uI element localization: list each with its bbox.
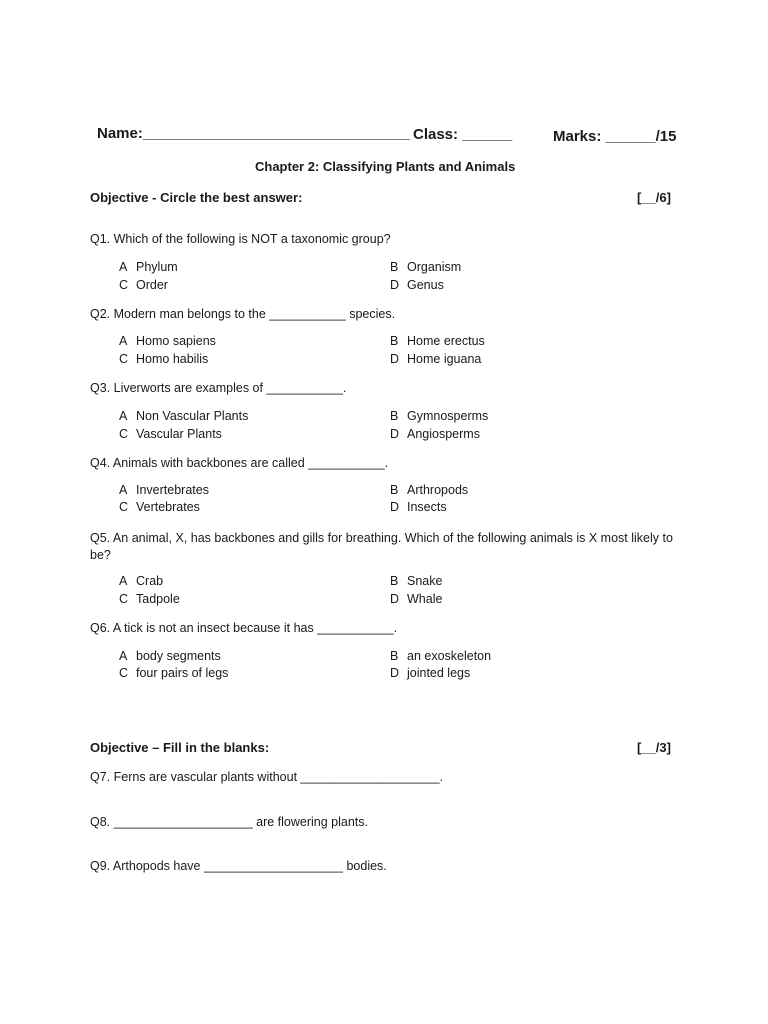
section-heading-mcq: Objective - Circle the best answer: [90,190,303,205]
option-letter: D [390,666,400,680]
question-6: Q6. A tick is not an insect because it has ___________. [90,621,398,635]
option-letter: C [119,278,129,292]
option-text: Vascular Plants [136,427,222,441]
option-letter: D [390,352,400,366]
option-1a [119,260,178,274]
option-6d [390,666,470,680]
option-text: Snake [407,574,443,588]
option-text: Homo habilis [136,352,209,366]
name-field: Name:________________________________ [97,125,410,142]
option-text: Arthropods [407,483,469,497]
option-letter: C [119,352,129,366]
section-score-mcq: [__/6] [637,190,671,205]
option-5d [390,592,442,606]
option-text: Invertebrates [136,483,209,497]
worksheet-title: Chapter 2: Classifying Plants and Animals [255,159,516,174]
option-1d [390,278,444,292]
option-4d [390,500,447,514]
option-text: Gymnosperms [407,409,489,423]
option-2d [390,352,481,366]
option-letter: B [390,409,399,423]
option-letter: D [390,278,400,292]
question-4: Q4. Animals with backbones are called ___________. [90,456,389,470]
option-2a [119,334,216,348]
option-text: Non Vascular Plants [136,409,249,423]
question-9: Q9. Arthopods have ____________________ bodies. [90,859,387,873]
option-text: jointed legs [407,666,471,680]
option-6a [119,649,221,663]
option-text: Phylum [136,260,178,274]
option-text: Insects [407,500,447,514]
option-letter: D [390,427,400,441]
option-text: Whale [407,592,443,606]
option-letter: A [119,483,128,497]
option-letter: B [390,483,399,497]
option-text: body segments [136,649,221,663]
option-5a [119,574,163,588]
class-field: Class: ______ [413,126,513,143]
option-letter: A [119,409,128,423]
option-6c [119,666,228,680]
option-4c [119,500,200,514]
question-3: Q3. Liverworts are examples of ___________. [90,381,347,395]
option-text: Genus [407,278,444,292]
option-3d [390,427,480,441]
option-2b [390,334,485,348]
option-4b [390,483,468,497]
option-6b [390,649,491,663]
option-letter: D [390,592,400,606]
option-letter: B [390,649,399,663]
option-letter: D [390,500,400,514]
option-letter: A [119,260,128,274]
option-letter: A [119,649,128,663]
option-text: Crab [136,574,164,588]
option-letter: A [119,574,128,588]
option-text: Vertebrates [136,500,200,514]
option-5b [390,574,442,588]
option-text: Homo sapiens [136,334,216,348]
option-letter: C [119,427,129,441]
option-letter: B [390,574,399,588]
option-text: Angiosperms [407,427,480,441]
option-3c [119,427,222,441]
marks-field: Marks: ______/15 [553,128,677,145]
option-letter: B [390,260,399,274]
option-4a [119,483,209,497]
option-1c [119,278,168,292]
option-5c [119,592,180,606]
option-text: an exoskeleton [407,649,492,663]
option-letter: B [390,334,399,348]
section-heading-fill: Objective – Fill in the blanks: [90,740,270,755]
section-score-fill: [__/3] [637,740,671,755]
option-text: four pairs of legs [136,666,229,680]
option-text: Order [136,278,168,292]
option-text: Home iguana [407,352,482,366]
question-1: Q1. Which of the following is NOT a taxonomic group? [90,232,391,246]
option-2c [119,352,208,366]
question-8: Q8. ____________________ are flowering plants. [90,815,368,829]
option-letter: C [119,500,129,514]
option-text: Home erectus [407,334,485,348]
option-text: Tadpole [136,592,180,606]
question-2: Q2. Modern man belongs to the ___________ species. [90,307,396,321]
option-letter: C [119,666,129,680]
option-3a [119,409,248,423]
option-3b [390,409,488,423]
question-5: Q5. An animal, X, has backbones and gills for breathing. Which of the following animals is X most likely to be? [90,531,673,562]
option-letter: C [119,592,129,606]
question-7: Q7. Ferns are vascular plants without ____________________. [90,770,444,784]
option-letter: A [119,334,128,348]
option-1b [390,260,461,274]
option-text: Organism [407,260,462,274]
